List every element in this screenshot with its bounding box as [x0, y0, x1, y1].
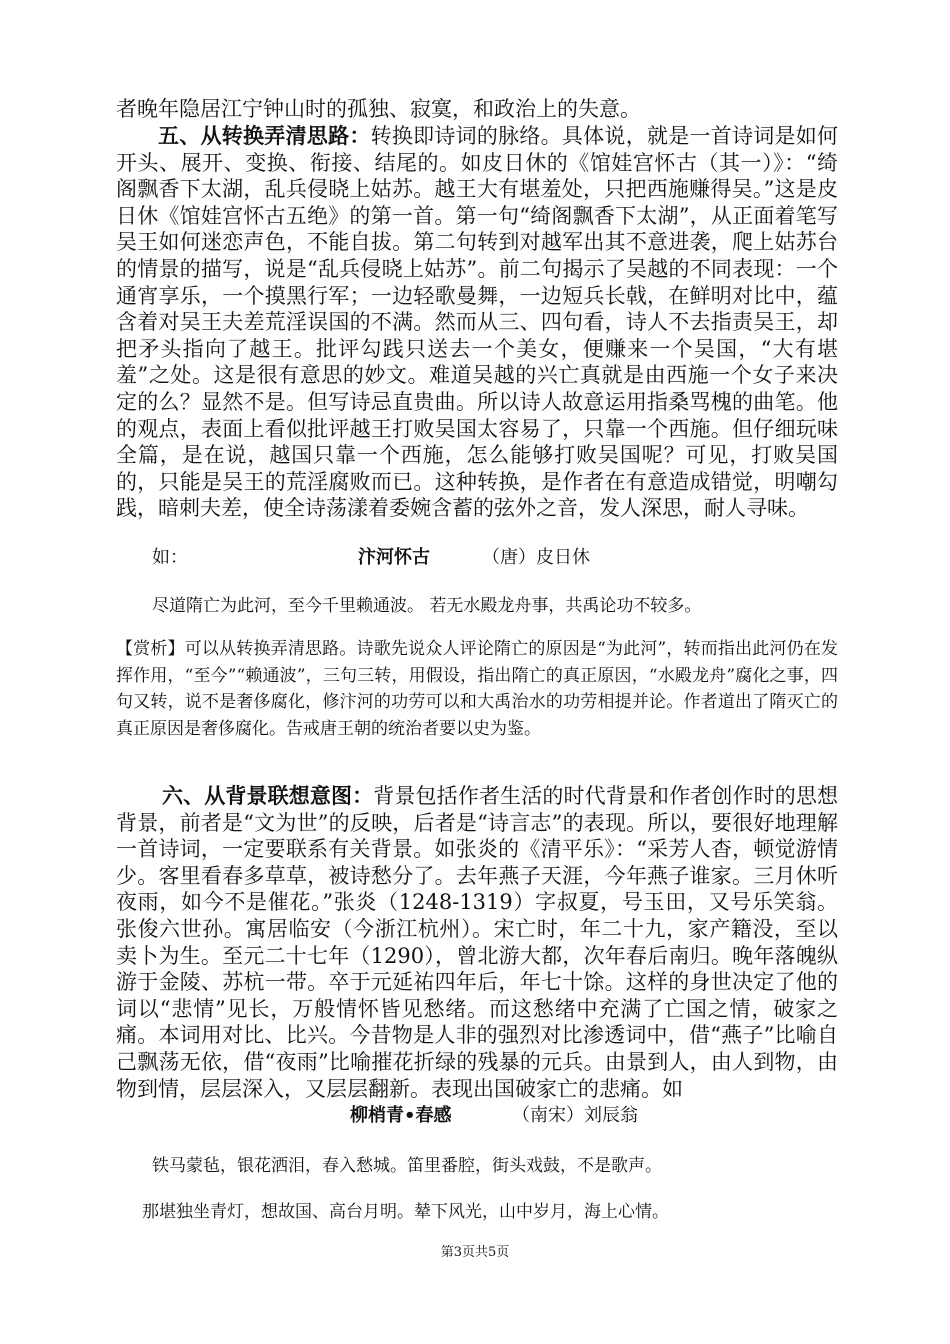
poem-one-prefix: 如：	[152, 547, 188, 568]
section-six-paragraph	[116, 783, 838, 1102]
section-six-body: 背景包括作者生活的时代背景和作者创作时的思想背景，前者是“文为世”的反映，后者是“诗言志”的表现。所以，要很好地理解一首诗词，一定要联系有关背景。如张炎的《清平乐》：“采芳人杳，顿觉游情少。客里看春多草草，被诗愁分了。去年燕子天涯，今年燕子谁家。三月休听夜雨，如今不是催花。”张炎（1248-1319）字叔夏，号玉田，又号乐笑翁。张俊六世孙。寓居临安（今浙江杭州）。宋亡时，年二十九，家产籍没，至以卖卜为生。至元二十七年（1290），曾北游大都，次年春后南归。晚年落魄纵游于金陵、苏杭一带。卒于元延祐四年后，年七十馀。这样的身世决定了他的词以“悲情”见长，万般情怀皆见愁绪。而这愁绪中充满了亡国之情，破家之痛。本词用对比、比兴。今昔物是人非的强烈对比渗透词中，借“燕子”比喻自己飘荡无依，借“夜雨”比喻摧花折绿的残暴的元兵。由景到人，由人到物，由物到情，层层深入，又层层翻新。表现出国破家亡的悲痛。如	[116, 784, 839, 1101]
poem-one-line: 尽道隋亡为此河，至今千里赖通波。 若无水殿龙舟事，共禹论功不较多。	[152, 596, 702, 616]
poem-two-line-two: 那堪独坐青灯，想故国、高台月明。辇下风光，山中岁月，海上心情。	[142, 1202, 669, 1222]
paragraph-intro-tail: 者晚年隐居江宁钟山时的孤独、寂寞，和政治上的失意。	[116, 97, 641, 121]
poem-two-author: （南宋）刘辰翁	[512, 1105, 638, 1126]
section-five-body: 转换即诗词的脉络。具体说，就是一首诗词是如何开头、展开、变换、衔接、结尾的。如皮日休的《馆娃宫怀古（其一）》：“绮阁飘香下太湖，乱兵侵晓上姑苏。越王大有堪羞处，只把西施赚得吴。”这是皮日休《馆娃宫怀古五绝》的第一首。第一句“绮阁飘香下太湖”，从正面着笔写吴王如何迷恋声色，不能自拔。第二句转到对越军出其不意进袭，爬上姑苏台的情景的描写，说是“乱兵侵晓上姑苏”。前二句揭示了吴越的不同表现：一个通宵享乐，一个摸黑行军；一边轻歌曼舞，一边短兵长戟，在鲜明对比中，蕴含着对吴王夫差荒淫误国的不满。然而从三、四句看，诗人不去指责吴王，却把矛头指向了越王。批评勾践只送去一个美女，便赚来一个吴国，“大有堪羞”之处。这是很有意思的妙文。难道吴越的兴亡真就是由西施一个女子来决定的么？显然不是。但写诗忌直贵曲。所以诗人故意运用指桑骂槐的曲笔。他的观点，表面上看似批评越王打败吴国太容易了，只靠一个西施。但仔细玩味全篇，是在说，越国只靠一个西施，怎么能够打败吴国呢？可见，打败吴国的，只能是吴王的荒淫腐败而已。这种转换，是作者在有意造成错觉，明嘲勾践，暗刺夫差，使全诗荡漾着委婉含蓄的弦外之音，发人深思，耐人寻味。	[116, 124, 839, 521]
section-five-paragraph	[116, 123, 838, 522]
poem-two-line-one: 铁马蒙毡，银花洒泪，春入愁城。笛里番腔，街头戏鼓，不是歌声。	[152, 1156, 662, 1176]
page-number-footer: 第3页共5页	[440, 1245, 510, 1260]
section-five-heading: 五、从转换弄清思路：	[158, 123, 371, 148]
poem-one-title: 汴河怀古	[358, 547, 430, 568]
poem-one-author: （唐）皮日休	[482, 547, 590, 568]
appreciation-paragraph	[116, 636, 838, 742]
section-six-heading: 六、从背景联想意图：	[162, 783, 374, 808]
poem-two-title: 柳梢青•春感	[350, 1105, 452, 1126]
appreciation-body: 可以从转换弄清思路。诗歌先说众人评论隋亡的原因是“为此河”，转而指出此河仍在发挥作用，“至今”“赖通波”，三句三转，用假设，指出隋亡的真正原因，“水殿龙舟”腐化之事，四句又转，说不是奢侈腐化，修汴河的功劳可以和大禹治水的功劳相提并论。作者道出了隋灭亡的真正原因是奢侈腐化。告戒唐王朝的统治者要以史为鉴。	[116, 639, 838, 739]
appreciation-tag: 【赏析】	[116, 639, 185, 659]
